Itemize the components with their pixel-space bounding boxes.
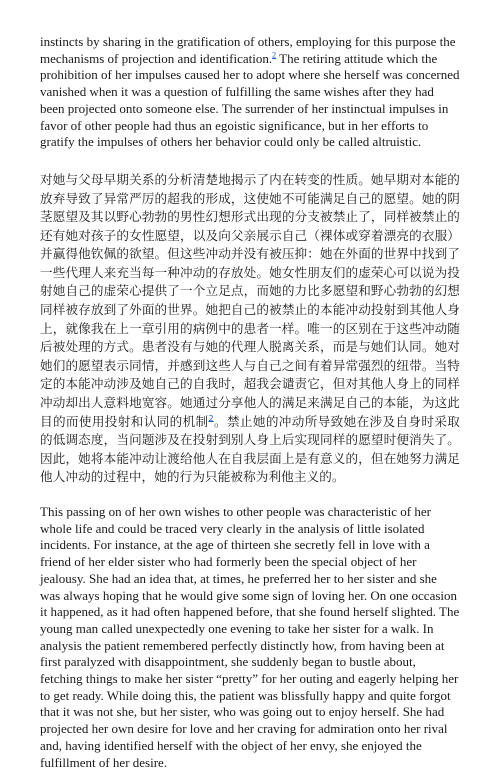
footnote-link-2-zh[interactable]: 2	[208, 413, 214, 423]
paragraph-1-text-b: The retiring attitude which the prohibition of her impulses caused her to adopt where she herself was concerned vanished when it was a question of fulfilling the same wishes after they had been projected onto someone else. The surrender of her instinctual impulses in favor of other people had thus an egoistic significance, but in her efforts to gratify the impulses of others her behavior could only be called altruistic.	[40, 50, 460, 150]
paragraph-english-1	[40, 34, 460, 151]
paragraph-2-text-a: 对她与父母早期关系的分析清楚地揭示了内在转变的性质。她早期对本能的放弃导致了异常严厉的超我的形成，这使她不可能满足自己的愿望。她的阴茎愿望及其以野心勃勃的男性幻想形式出现的分支被禁止了，同样被禁止的还有她对孩子的女性愿望，以及向父亲展示自己（裸体或穿着漂亮的衣服）并赢得他钦佩的欲望。但这些冲动并没有被压抑：她在外面的世界中找到了一些代理人来充当每一种冲动的存放处。她女性朋友们的虚荣心可以说为投射她自己的虚荣心提供了一个立足点，而她的力比多愿望和野心勃勃的幻想同样被存放到了外面的世界。她把自己的被禁止的本能冲动投射到其他人身上，就像我在上一章引用的病例中的患者一样。唯一的区别在于这些冲动随后被处理的方式。患者没有与她的代理人脱离关系，而是与她们认同。她对她们的愿望表示同情，并感到这些人与自己之间有着异常强烈的纽带。当特定的本能冲动涉及她自己的自我时，超我会谴责它，但对其他人身上的同样冲动却出人意料地宽容。她通过分享他人的满足来满足自己的本能，为这此目的而使用投射和认同的机制	[40, 171, 460, 429]
footnote-link-2[interactable]: 2	[272, 50, 277, 60]
paragraph-2-text-b: 。禁止她的冲动所导致她在涉及自身时采取的低调态度，当问题涉及在投射到别人身上后实现同样的愿望时便消失了。因此，她将本能冲动让渡给他人在自我层面上是有意义的，但在她努力满足他人冲动的过程中，她的行为只能被称为利他主义的。	[40, 413, 460, 485]
paragraph-english-2: This passing on of her own wishes to other people was characteristic of her whole life and could be traced very clearly in the analysis of little isolated incidents. For instance, at the age of thirteen she secretly fell in love with a friend of her elder sister who had formerly been the special object of her jealousy. She had an idea that, at times, he preferred her to her sister and she was always hoping that he would give some sign of loving her. On one occasion it happened, as it had often happened before, that she found herself slighted. The young man called unexpectedly one evening to take her sister for a walk. In analysis the patient remembered perfectly distinctly how, from having been at first paralyzed with disappointment, she suddenly began to bustle about, fetching things to make her sister “pretty” for her outing and eagerly helping her to get ready. While doing this, the patient was blissfully happy and quite forgot that it was not she, but her sister, who was going out to enjoy herself. She had projected her own desire for love and her craving for admiration onto her rival and, having identified herself with the object of her envy, she enjoyed the fulfillment of her desire.	[40, 504, 460, 770]
paragraph-chinese-translation	[40, 171, 460, 487]
document-page	[40, 34, 460, 771]
paragraph-1-text-a: instincts by sharing in the gratification of others, employing for this purpose the mechanisms of projection and identification.	[40, 34, 456, 66]
